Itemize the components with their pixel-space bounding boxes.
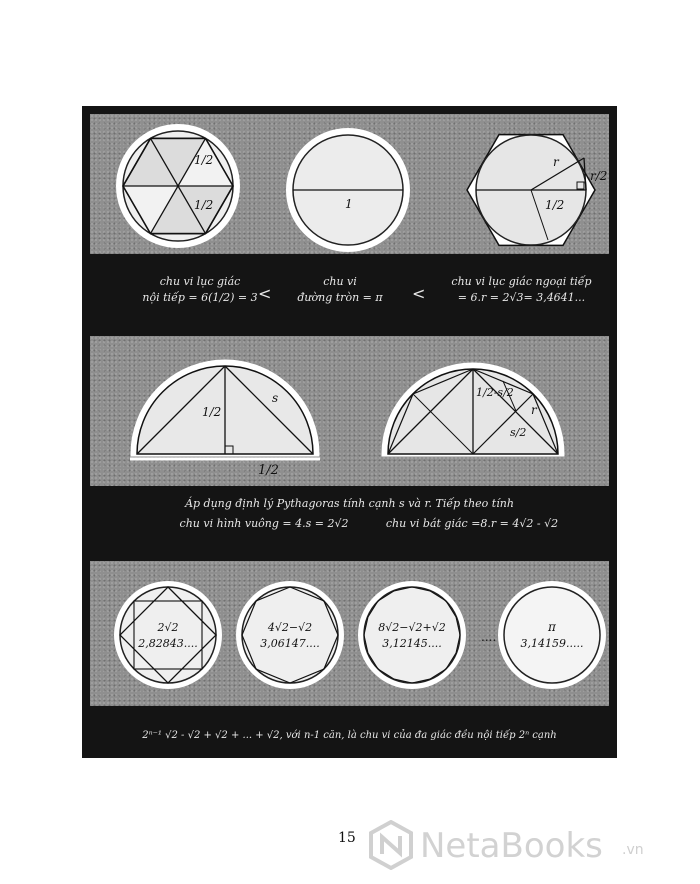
circle-16gon — [364, 587, 460, 683]
panel-hexagon-comparison — [90, 114, 609, 254]
page-number: 15 — [338, 830, 356, 846]
watermark-brand: NetaBooks — [420, 826, 603, 866]
caption-circumscribed-hexagon: chu vi lục giác ngoại tiếp = 6.r = 2√3= 3,4641... — [451, 275, 592, 304]
c4-value: 3,14159..... — [520, 637, 584, 650]
hexagon-diagrams — [90, 114, 609, 254]
caption-pythagoras: Áp dụng định lý Pythagoras tính cạnh s và r. Tiếp theo tính — [185, 497, 514, 510]
less-than-sign-1: < — [258, 284, 272, 303]
caption-square-perimeter: chu vi hình vuông = 4.s = 2√2 — [179, 517, 349, 530]
watermark — [366, 820, 678, 874]
circle-diameter-label: 1 — [345, 197, 353, 211]
s-half-label: s/2 — [510, 426, 527, 439]
c2-formula: 4√2−√2 — [267, 621, 313, 634]
panel-semicircle-construction — [90, 336, 609, 486]
caption-inscribed-hexagon: chu vi lục giác nội tiếp = 6(1/2) = 3 — [142, 275, 258, 304]
hexagon-half-label-a: 1/2 — [194, 153, 214, 167]
c4-formula: π — [548, 620, 556, 634]
c3-value: 3,12145.... — [382, 637, 442, 650]
half-label: 1/2 — [202, 405, 222, 419]
outer-side-label: r/2 — [590, 169, 608, 183]
base-label: 1/2 — [258, 463, 279, 478]
semicircle-diagrams — [90, 336, 609, 486]
limit-sequence-diagrams — [90, 561, 609, 706]
hexagon-half-label-b: 1/2 — [194, 198, 214, 212]
c1-formula: 2√2 — [157, 621, 179, 634]
side-s-label: s — [272, 391, 279, 405]
segment-label: 1/2-s/2 — [476, 386, 514, 399]
illustration-plate — [82, 106, 617, 758]
outer-radius-label: r — [553, 155, 559, 169]
sequence-ellipsis: .... — [481, 630, 497, 644]
caption-octagon-perimeter: chu vi bát giác =8.r = 4√2 - √2 — [385, 517, 559, 530]
c3-formula: 8√2−√2+√2 — [378, 621, 446, 634]
netabooks-logo-icon — [366, 820, 416, 870]
panel-limit-sequence — [90, 561, 609, 706]
outer-half-label: 1/2 — [545, 198, 565, 212]
r-label: r — [531, 403, 537, 417]
circle-limit — [504, 587, 600, 683]
watermark-tld: .vn — [622, 842, 644, 858]
caption-general-formula: 2ⁿ⁻¹ √2 - √2 + √2 + ... + √2, với n-1 căn, là chu vi của đa giác đều nội tiếp 2ⁿ cạnh — [142, 730, 557, 741]
less-than-sign-2: < — [412, 284, 426, 303]
c2-value: 3,06147.... — [260, 637, 320, 650]
c1-value: 2,82843.... — [138, 637, 198, 650]
caption-circle: chu vi đường tròn = π — [297, 275, 383, 304]
